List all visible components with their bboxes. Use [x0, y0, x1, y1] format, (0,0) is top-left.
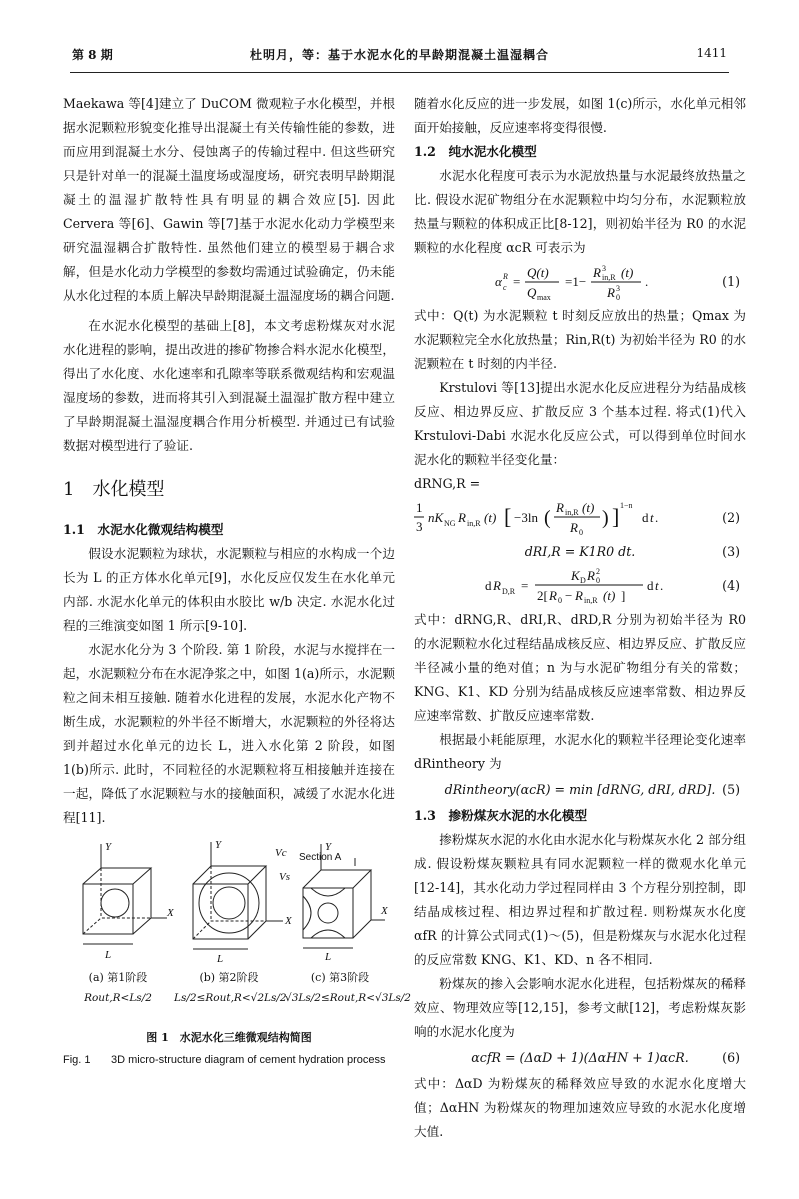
left-column — [63, 92, 411, 1069]
axis-x-label: X — [381, 905, 388, 917]
figure-caption-en — [63, 1052, 395, 1069]
page-number: 1411 — [696, 46, 727, 60]
subsection-heading: 1.1 水泥水化微观结构模型 — [63, 522, 224, 537]
equation-5-formula: dRintheory(αcR) = min [dRNG, dRI, dRD]. — [444, 782, 716, 797]
axis-l-label: L — [217, 953, 224, 965]
equation-number: (3) — [722, 544, 740, 559]
svg-text:K: K — [571, 568, 580, 583]
svg-text:3: 3 — [616, 284, 620, 293]
equation-2-lhs: dRNG,R = — [414, 476, 481, 491]
svg-text:t: t — [655, 578, 659, 593]
subcaption-a: (a) 第1阶段 — [88, 971, 148, 984]
equation-number: (2) — [722, 510, 740, 525]
figure-caption-text: 3D micro-structure diagram of cement hydration process — [111, 1054, 386, 1066]
equation-3-formula: dRI,R = K1R0 dt. — [524, 544, 636, 559]
subsection-heading: 1.3 掺粉煤灰水泥的水化模型 — [414, 808, 588, 823]
svg-text:0: 0 — [558, 596, 562, 605]
label-vc: Vc — [275, 847, 287, 859]
paragraph: 在水泥水化模型的基础上[8]，本文考虑粉煤灰对水泥水化进程的影响，提出改进的掺矿物掺合料水泥水化模型，得出了水化度、水化速率和孔隙率等联系微观结构和宏观温湿度场的参数，进而将其引入到混凝土温湿扩散方程中建立了早龄期混凝土温湿度耦合作用分析模型. 并通过已有试验数据对模型进行了验证. — [63, 318, 395, 453]
subsection-heading: 1.2 纯水泥水化模型 — [414, 144, 537, 159]
svg-text:]: ] — [621, 588, 626, 603]
subcaption-c: (c) 第3阶段 — [310, 971, 370, 984]
equation-1-formula — [495, 262, 665, 302]
svg-text:0: 0 — [616, 293, 620, 302]
hydration-diagram — [63, 836, 395, 986]
paragraph: 式中：Q(t) 为水泥颗粒 t 时刻反应放出的热量；Qmax 为水泥颗粒完全水化放热量；Rin,R(t) 为初始半径为 R0 的水泥颗粒在 t 时刻的内半径. — [414, 308, 746, 371]
figure-caption-label: Fig. 1 — [63, 1054, 91, 1066]
svg-text:1: 1 — [416, 500, 423, 515]
svg-text:Q: Q — [527, 285, 537, 300]
svg-text:t: t — [650, 510, 654, 525]
svg-text:max: max — [537, 293, 551, 302]
figure-1 — [63, 836, 411, 1024]
running-header — [72, 46, 727, 68]
label-section-a: Section A — [299, 852, 342, 863]
svg-text:=: = — [513, 274, 521, 289]
paragraph: 式中：ΔαD 为粉煤灰的稀释效应导致的水泥水化度增大值；ΔαHN 为粉煤灰的物理加速效应导致的水泥水化度增大值. — [414, 1076, 746, 1139]
svg-text:(t): (t) — [603, 588, 616, 603]
svg-text:R: R — [570, 520, 578, 535]
svg-text:R: R — [503, 272, 508, 281]
svg-text:d: d — [647, 578, 654, 593]
equation-5 — [414, 778, 746, 802]
svg-text:in,R: in,R — [565, 508, 579, 517]
equation-2 — [414, 498, 746, 538]
paragraph: 式中：dRNG,R、dRI,R、dRD,R 分别为初始半径为 R0 的水泥颗粒水化过程结晶成核反应、相边界反应、扩散反应半径减小量的绝对值；n 为与水泥矿物组分有关的常数；KNG、K1、KD 分别为结晶成核反应速率常数、相边界反应速率常数、扩散反应速率常数. — [414, 612, 746, 723]
svg-text:(: ( — [544, 507, 551, 529]
axis-l-label: L — [105, 949, 112, 961]
svg-text:2[: 2[ — [537, 588, 548, 603]
svg-text:]: ] — [612, 504, 620, 529]
paragraph: 随着水化反应的进一步发展，如图 1(c)所示，水化单元相邻面开始接触，反应速率将变得很慢. — [414, 96, 746, 135]
equation-2-formula — [414, 498, 684, 538]
svg-text:D: D — [580, 576, 586, 585]
equation-4 — [414, 566, 746, 606]
paragraph: 假设水泥颗粒为球状，水泥颗粒与相应的水构成一个边长为 L 的正方体水化单元[9]，水化反应仅发生在水化单元内部. 水泥水化单元的体积由水胶比 w/b 决定. 水泥水化过程的三维演变如图 1 所示[9-10]. — [63, 546, 395, 633]
subcaption-b: (b) 第2阶段 — [199, 971, 259, 984]
axis-x-label: X — [167, 907, 174, 919]
svg-text:[: [ — [504, 504, 512, 529]
cube-stage-2 — [193, 842, 283, 949]
equation-1 — [414, 262, 746, 302]
paragraph: Krstulovi 等[13]提出水泥水化反应进程分为结晶成核反应、相边界反应、扩散反应 3 个基本过程. 将式(1)代入 Krstulovi-Dabi 水泥水化反应公式，可以得到单位时间水泥水化的颗粒半径变化量： — [414, 380, 746, 467]
svg-text:R: R — [556, 500, 564, 515]
svg-text:R: R — [587, 568, 595, 583]
svg-text:R: R — [458, 510, 466, 525]
svg-text:in,R: in,R — [584, 596, 598, 605]
running-title: 杜明月，等：基于水泥水化的早龄期混凝土温湿耦合 — [249, 48, 549, 62]
header-rule — [70, 72, 729, 73]
svg-text:0: 0 — [579, 528, 583, 537]
svg-text:0: 0 — [596, 576, 600, 585]
range-a: Rout,R<Ls/2 — [84, 992, 152, 1004]
paragraph: 粉煤灰的掺入会影响水泥水化进程，包括粉煤灰的稀释效应、物理效应等[12,15]，参考文献[12]，考虑粉煤灰影响的水泥水化度为 — [414, 976, 746, 1039]
axis-l-label: L — [325, 951, 332, 963]
right-column — [414, 92, 746, 1144]
svg-text:.: . — [660, 578, 664, 593]
svg-text:=1−: =1− — [565, 274, 587, 289]
svg-text:.: . — [645, 274, 649, 289]
range-b: Ls/2≤Rout,R<√2Ls/2 — [174, 992, 287, 1004]
svg-text:): ) — [602, 507, 609, 529]
svg-text:R: R — [607, 285, 615, 300]
axis-x-label: X — [285, 915, 292, 927]
paragraph: 水泥水化程度可表示为水泥放热量与水泥最终放热量之比. 假设水泥矿物组分在水泥颗粒中均匀分布，水泥颗粒放热量与颗粒的体积成正比[8-12]，则初始半径为 R0 的水泥颗粒的水化程度 αcR 可表示为 — [414, 168, 746, 255]
svg-text:D,R: D,R — [502, 587, 516, 596]
svg-text:−: − — [565, 588, 573, 603]
svg-text:nK: nK — [428, 510, 444, 525]
paragraph: Maekawa 等[4]建立了 DuCOM 微观粒子水化模型，并根据水泥颗粒形貌变化推导出混凝土有关传输性能的参数，进而应用到混凝土水分、侵蚀离子的传输过程中. 但这些研究只是针对单一的混凝土温度场或湿度场，研究表明早龄期混凝土的温湿扩散特性具有明显的耦合效应[5]. 因此 Cervera 等[6]、Gawin 等[7]基于水泥水化动力学模型来研究温湿耦合扩散特性. 虽然他们建立的模型易于耦合求解，但是水化动力学模型的参数均需通过试验确定，仍未能从水化过程的本质上解决早龄期混凝土温湿度场的耦合问题. — [63, 96, 395, 303]
svg-text:NG: NG — [444, 519, 456, 528]
paragraph: 掺粉煤灰水泥的水化由水泥水化与粉煤灰水化 2 部分组成. 假设粉煤灰颗粒具有同水泥颗粒一样的微观水化单元[12-14]，其水化动力学过程同样由 3 个方程分别控制，即结晶成核过程、相边界过程和扩散过程. 则粉煤灰水化度 αfR 的计算公式同式(1)～(5)，但是粉煤灰与水泥水化过程的反应常数 KNG、K1、KD、n 各不相同. — [414, 832, 746, 967]
svg-text:R: R — [493, 578, 501, 593]
svg-text:=: = — [521, 578, 529, 593]
equation-6-formula: αcfR = (ΔαD + 1)(ΔαHN + 1)αcR. — [471, 1050, 689, 1065]
range-c: √3Ls/2≤Rout,R<√3Ls/2 — [285, 992, 411, 1004]
svg-text:c: c — [503, 283, 507, 292]
figure-caption-cn: 图 1 水泥水化三维微观结构简图 — [146, 1031, 312, 1044]
svg-text:in,R: in,R — [467, 519, 481, 528]
section-heading: 1 水化模型 — [63, 479, 165, 500]
svg-text:(t): (t) — [582, 500, 595, 515]
issue-number: 第 8 期 — [72, 48, 113, 62]
cube-stage-1 — [83, 844, 167, 944]
svg-text:d: d — [485, 578, 492, 593]
svg-text:−3ln: −3ln — [514, 510, 538, 525]
equation-number: (1) — [722, 274, 740, 289]
svg-text:R: R — [593, 265, 601, 280]
svg-text:α: α — [495, 274, 502, 289]
equation-3 — [414, 540, 746, 564]
svg-text:R: R — [549, 588, 557, 603]
svg-text:(t): (t) — [484, 510, 497, 525]
svg-text:in,R: in,R — [602, 273, 616, 282]
svg-text:3: 3 — [416, 519, 423, 534]
svg-text:(t): (t) — [621, 265, 634, 280]
equation-number: (4) — [722, 578, 740, 593]
axis-y-label: Y — [105, 841, 112, 853]
svg-text:d: d — [642, 510, 649, 525]
svg-text:.: . — [655, 510, 659, 525]
svg-text:R: R — [575, 588, 583, 603]
axis-y-label: Y — [325, 841, 332, 853]
equation-number: (5) — [722, 782, 740, 797]
svg-text:Q(t): Q(t) — [527, 265, 549, 280]
label-vs: Vs — [279, 871, 290, 883]
paragraph: 根据最小耗能原理，水泥水化的颗粒半径理论变化速率 dRintheory 为 — [414, 732, 746, 771]
axis-y-label: Y — [215, 839, 222, 851]
equation-4-formula — [485, 566, 675, 606]
equation-number: (6) — [722, 1050, 740, 1065]
svg-text:3: 3 — [602, 264, 606, 273]
equation-6 — [414, 1046, 746, 1070]
svg-text:2: 2 — [596, 567, 600, 576]
svg-text:1−n: 1−n — [620, 501, 633, 510]
paragraph: 水泥水化分为 3 个阶段. 第 1 阶段，水泥与水搅拌在一起，水泥颗粒分布在水泥净浆之中，如图 1(a)所示，水泥颗粒之间未相互接触. 随着水化进程的发展，水泥水化产物不断生成，水泥颗粒的外半径不断增大，水泥颗粒的外径将达到并超过水化单元的边长 L，进入水化第 2 阶段，如图 1(b)所示. 此时，不同粒径的水泥颗粒将互相接触并连接在一起，降低了水泥颗粒与水的接触面积，减缓了水泥水化进程[11]. — [63, 642, 395, 825]
